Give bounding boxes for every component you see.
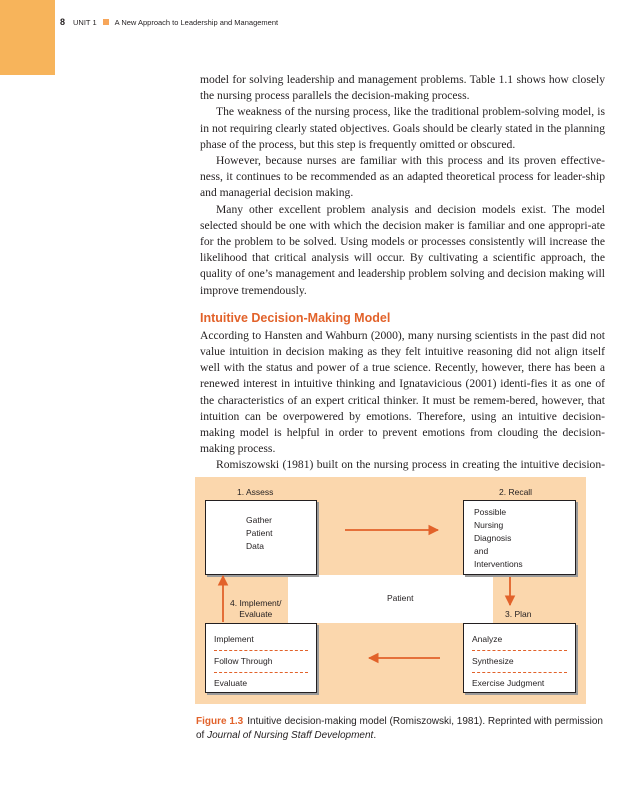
unit-label: UNIT 1 [73, 18, 97, 27]
caption-end: . [373, 730, 377, 741]
implement-evaluate-label-line: 4. Implement/ [230, 598, 282, 608]
caption-journal: Journal of Nursing Staff Development [207, 730, 374, 741]
assess-box-line: Data [246, 541, 264, 551]
page-corner-tab [0, 0, 55, 75]
page-number: 8 [60, 17, 66, 27]
assess-label: 1. Assess [237, 487, 274, 497]
header-square-icon [103, 19, 109, 25]
figure-1-3-diagram [195, 477, 586, 704]
implement-item: Evaluate [214, 678, 248, 688]
plan-item: Synthesize [472, 651, 567, 673]
paragraph-text: Romiszowski (1981) built on the nursing process in creating the intuitive decision- [216, 458, 605, 472]
recall-label: 2. Recall [499, 487, 533, 497]
section-heading: Intuitive Decision-Making Model [200, 310, 391, 325]
header-title: A New Approach to Leadership and Management [114, 18, 279, 27]
implement-evaluate-label-line: Evaluate [239, 609, 273, 619]
paragraph: According to Hansten and Wahburn (2000), many nursing scientists in the past did not value intuition in decision making as they felt intuitive reasoning did not align itself well with the status and power of a true science. Recently, however, there has been a renewed interest in intuitive thinking and Ignatavicious (2001) identi-fies it as one of the characteristics of an expert critical thinker. It must be remem-bered, however, that intuition can be overpowered by emotions. Therefore, using an intuitive decision-making model is helpful in order to prevent emotions from clouding the decision-making process. [200, 328, 605, 456]
assess-box-line: Gather [246, 515, 272, 525]
cycle-arrows [195, 477, 586, 704]
recall-box-line: Interventions [474, 559, 523, 569]
plan-item: Exercise Judgment [472, 678, 545, 688]
recall-box-line: Nursing [474, 520, 504, 530]
plan-label: 3. Plan [505, 609, 532, 619]
recall-box-line: Possible [474, 507, 507, 517]
paragraph: Many other excellent problem analysis and decision models exist. The model selected should be one with which the decision maker is familiar and one appropri-ate for the problem to be solved. Using models or processes consistently will increase the likelihood that critical analysis will occur. By cultivating a scientific approach, the quality of one’s management and leadership problem solving and decision making will improve tremendously. [200, 202, 605, 297]
recall-box-line: and [474, 546, 489, 556]
figure-caption [196, 715, 606, 743]
paragraph: model for solving leadership and management problems. Table 1.1 shows how closely the nursing process parallels the decision-making process. [200, 73, 605, 103]
caption-figure-number: Figure 1.3 [196, 716, 244, 727]
running-header [60, 17, 278, 27]
plan-item: Analyze [472, 629, 567, 651]
assess-box-line: Patient [246, 528, 273, 538]
patient-label: Patient [387, 593, 414, 603]
paragraph: However, because nurses are familiar with this process and its proven effective-ness, it continues to be recommended as an adapted theoretical process for leader-ship and managerial decision making. [200, 154, 605, 200]
implement-item: Implement [214, 629, 308, 651]
recall-box-line: Diagnosis [474, 533, 512, 543]
caption-text: Intuitive decision-making model (Romiszowski, 1981). Reprinted with permission of [196, 716, 603, 741]
implement-item: Follow Through [214, 651, 308, 673]
paragraph: The weakness of the nursing process, like the traditional problem-solving model, is in not requiring clearly stated objectives. Goals should be clearly stated in the planning phase of the process, but this step is frequently omitted or obscured. [200, 105, 605, 151]
body-text [200, 72, 605, 490]
